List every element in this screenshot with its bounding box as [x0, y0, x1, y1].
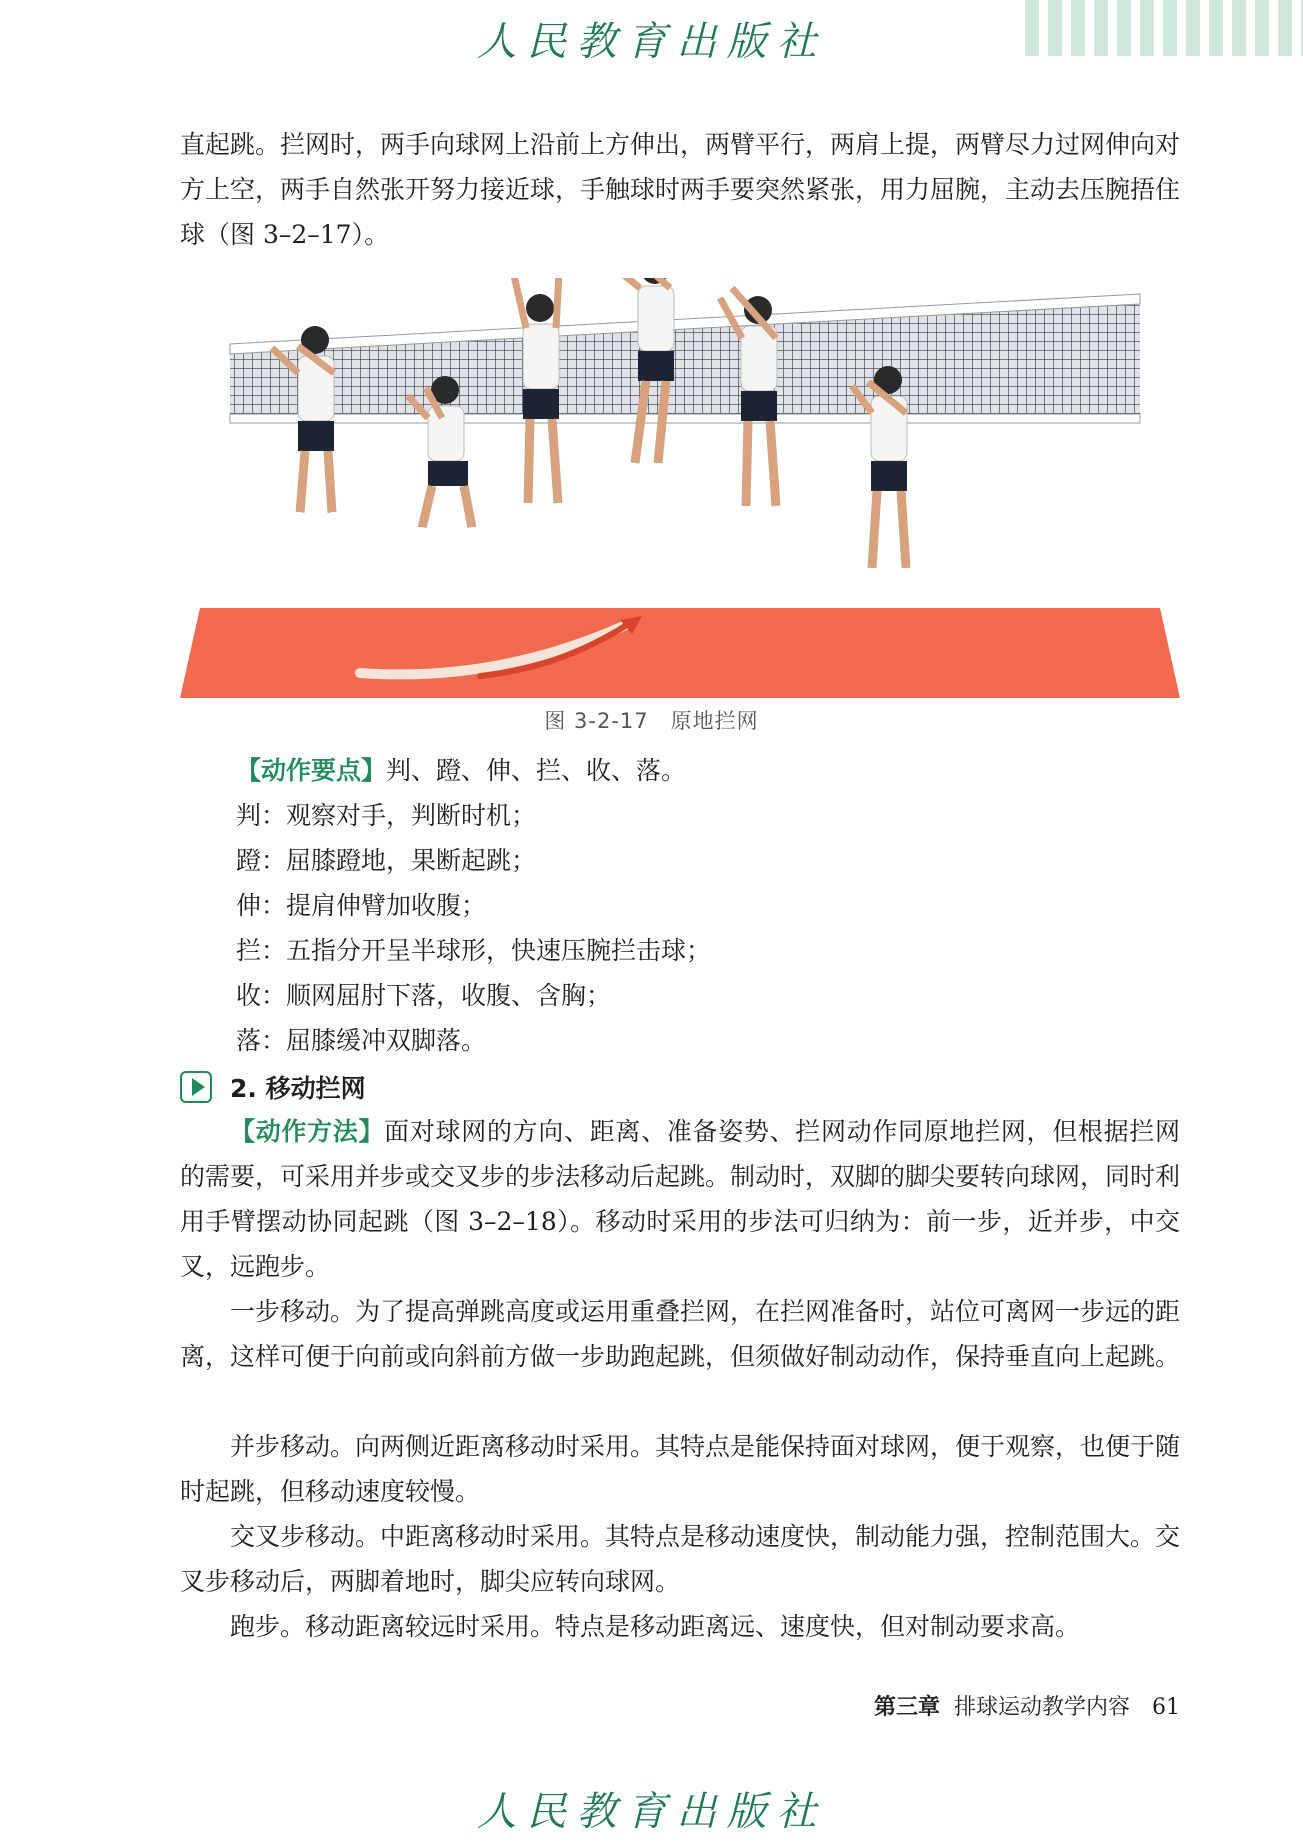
net-mesh — [230, 300, 1140, 418]
paragraph-side-step: 并步移动。向两侧近距离移动时采用。其特点是能保持面对球网，便于观察，也便于随时起跳，但移动速度较慢。 — [180, 1432, 1181, 1506]
footer-chapter: 第三章 — [873, 1694, 940, 1720]
key-point-item: 蹬：屈膝蹬地，果断起跳； — [236, 846, 537, 875]
key-point-item: 收：顺网屈肘下落，收腹、含胸； — [236, 981, 612, 1010]
publisher-logo-bottom: 人民教育出版社 — [476, 1789, 827, 1835]
key-point-item: 落：屈膝缓冲双脚落。 — [236, 1026, 487, 1055]
paragraph-cross-step: 交叉步移动。中距离移动时采用。其特点是移动速度快，制动能力强，控制范围大。交叉步移动后，两脚着地时，脚尖应转向球网。 — [180, 1522, 1181, 1596]
key-points-text: 判、蹬、伸、拦、收、落。 — [386, 756, 687, 785]
paragraph-one-step: 一步移动。为了提高弹跳高度或运用重叠拦网，在拦网准备时，站位可离网一步远的距离，这样可便于向前或向斜前方做一步助跑起跳，但须做好制动动作，保持垂直向上起跳。 — [180, 1297, 1181, 1371]
publisher-logo-top: 人民教育出版社 — [476, 19, 827, 65]
paragraph-run-step: 跑步。移动距离较远时采用。特点是移动距离远、速度快，但对制动要求高。 — [230, 1612, 1081, 1641]
court-floor — [180, 608, 1180, 698]
footer-title: 排球运动教学内容 — [953, 1695, 1130, 1720]
section-heading — [180, 1064, 366, 1109]
key-point-item: 判：观察对手，判断时机； — [236, 801, 537, 830]
paragraph-method — [180, 1109, 1180, 1289]
page-number: 61 — [1152, 1695, 1180, 1720]
method-text: 面对球网的方向、距离、准备姿势、拦网动作同原地拦网，但根据拦网的需要，可采用并步或交叉步的步法移动后起跳。制动时，双脚的脚尖要转向球网，同时利用手臂摆动协同起跳（图 3–2–18）。移动时采用的步法可归纳为：前一步，近并步，中交叉，远跑步。 — [180, 1117, 1181, 1281]
figure-caption: 图 3-2-17 原地拦网 — [544, 709, 759, 733]
figure-standing-block — [180, 278, 1180, 698]
key-point-item: 拦：五指分开呈半球形，快速压腕拦击球； — [236, 936, 712, 965]
section-title: 2. 移动拦网 — [230, 1073, 366, 1103]
paragraph-blocking-intro: 直起跳。拦网时，两手向球网上沿前上方伸出，两臂平行，两肩上提，两臂尽力过网伸向对方上空，两手自然张开努力接近球，手触球时两手要突然紧张，用力屈腕，主动去压腕捂住球（图 3–2–17）。 — [180, 130, 1181, 249]
method-label: 【动作方法】 — [230, 1117, 385, 1146]
key-points-label: 【动作要点】 — [236, 756, 387, 785]
page-footer — [874, 1690, 1180, 1721]
play-icon — [180, 1071, 212, 1103]
key-point-item: 伸：提肩伸臂加收腹； — [236, 891, 487, 920]
key-points-heading — [236, 748, 686, 793]
net-bottom-band — [230, 414, 1140, 423]
